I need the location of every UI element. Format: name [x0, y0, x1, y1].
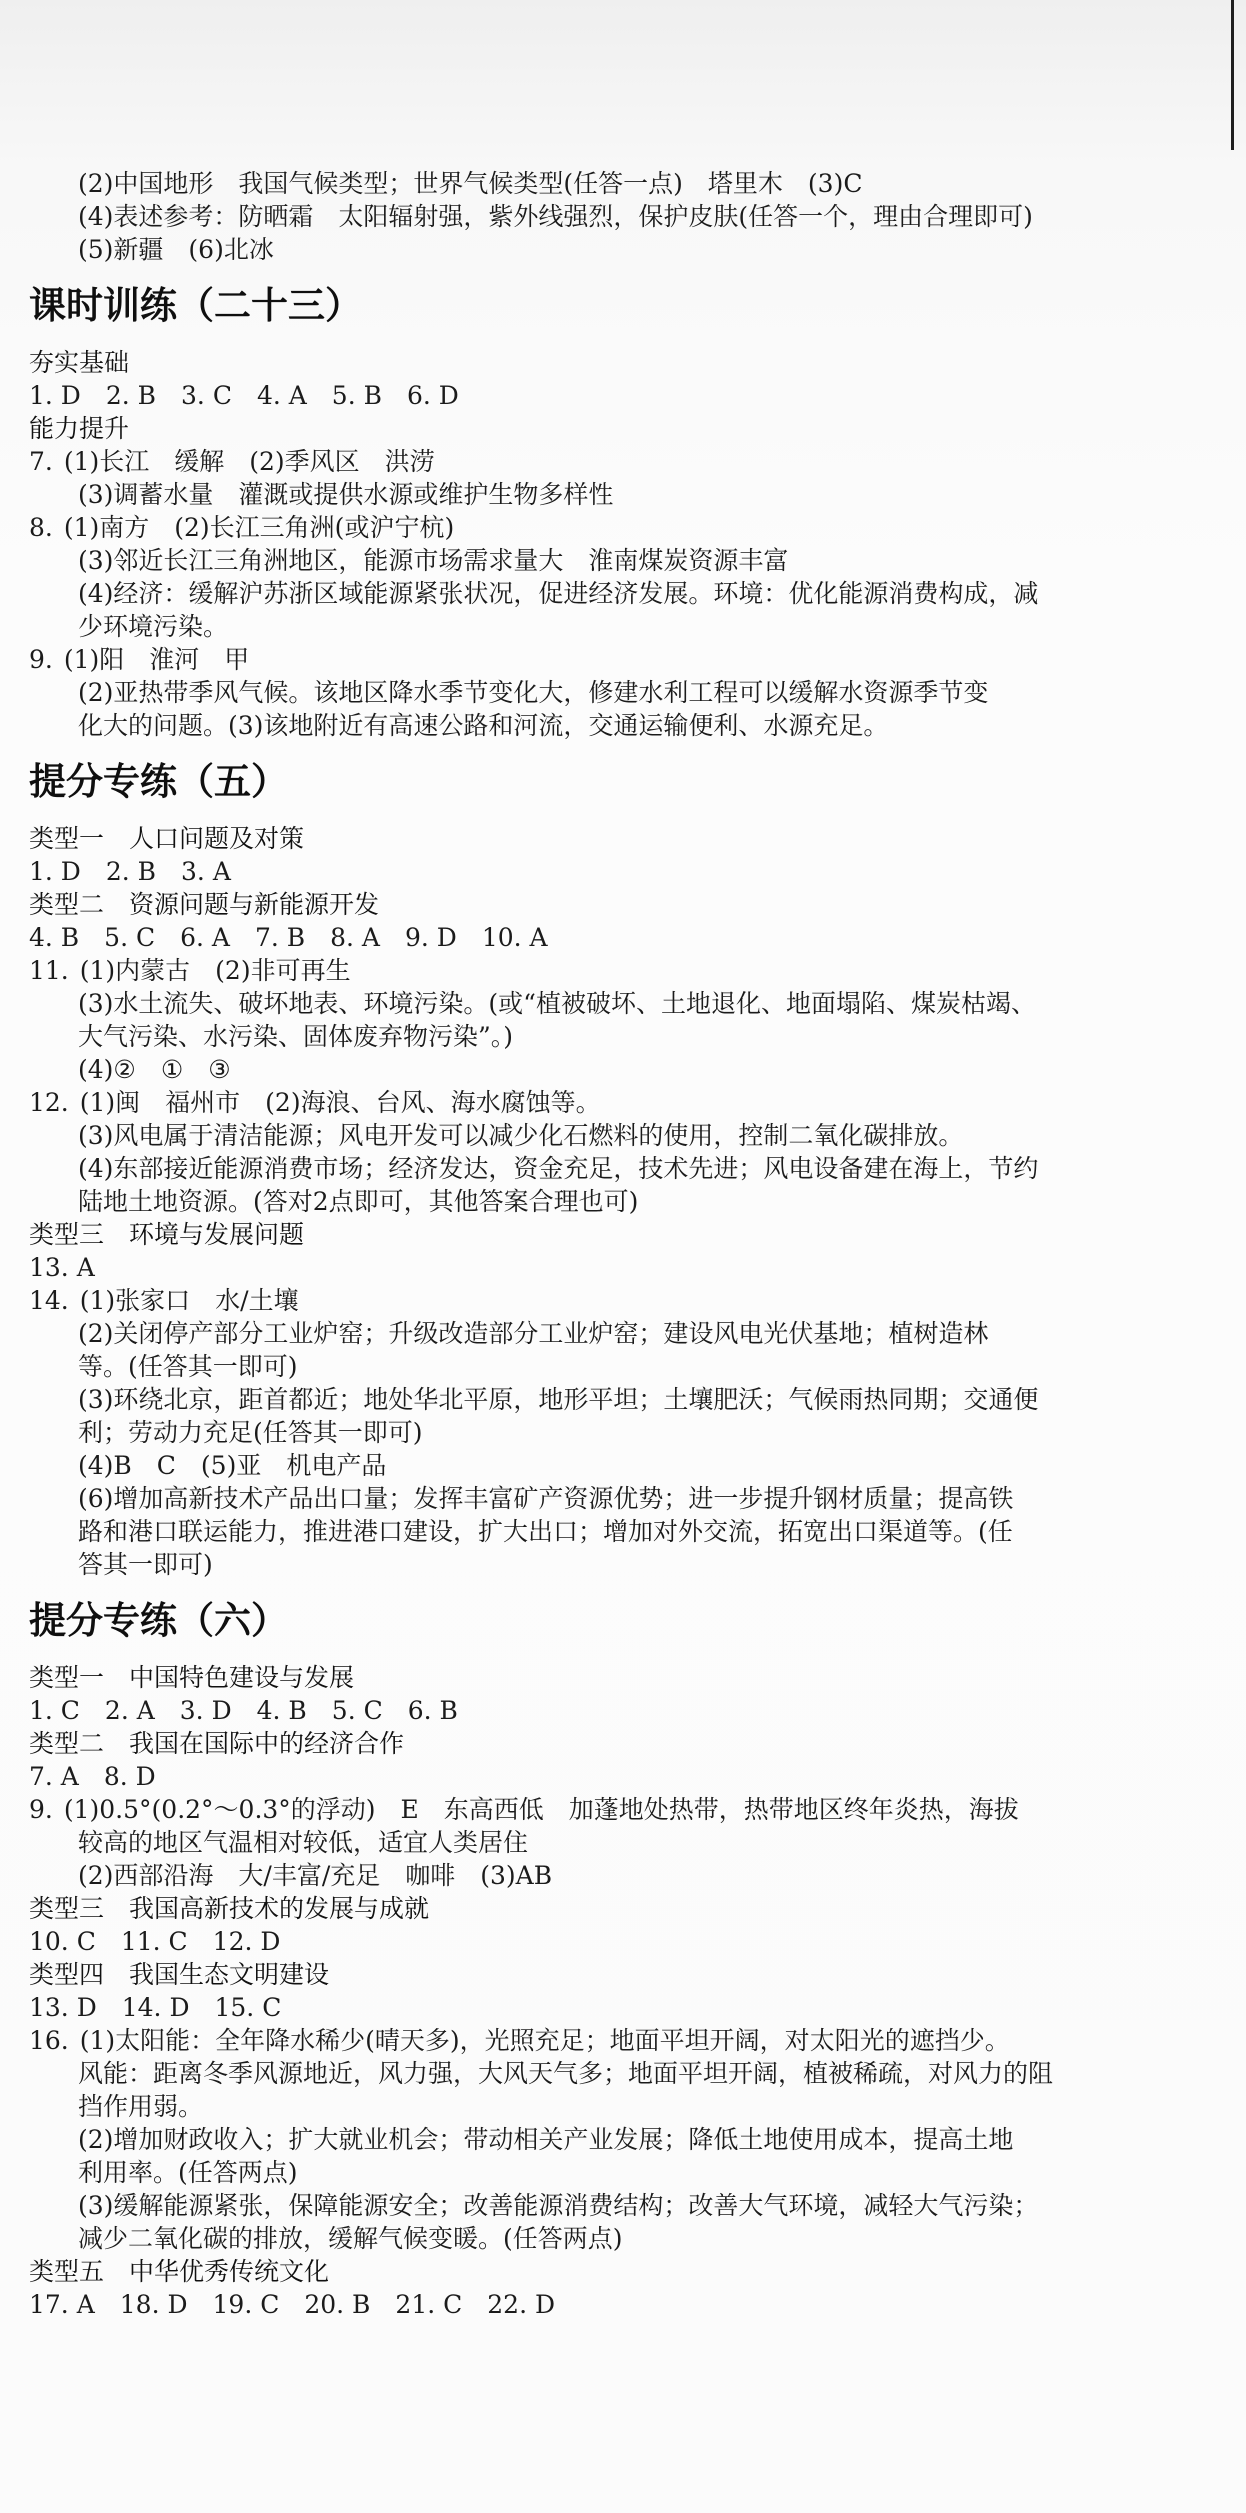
answer-content [0, 167, 1246, 2321]
answer-text: (1)太阳能：全年降水稀少(晴天多)，光照充足；地面平坦开阔，对太阳光的遮挡少。 [79, 2026, 1010, 2055]
answer-text: (1)阳 淮河 甲 [63, 645, 250, 674]
subsection-label: 夯实基础 [29, 348, 130, 377]
answer-line: (4)表述参考：防晒霜 太阳辐射强，紫外线强烈，保护皮肤(任答一个，理由合理即可) [78, 202, 1033, 231]
question-number: 8. [29, 513, 53, 542]
answer-line: (3)水土流失、破坏地表、环境污染。(或“植被破坏、土地退化、地面塌陷、煤炭枯竭、 [78, 989, 1036, 1018]
category-label: 类型四 我国生态文明建设 [29, 1960, 330, 1989]
question-answer [0, 1284, 1246, 1317]
section-heading: 提分专练（五） [29, 760, 288, 803]
answer-key-row: 1. D 2. B 3. C 4. A 5. B 6. D [29, 381, 459, 410]
question-answer [0, 2024, 1246, 2057]
answer-key-row: 4. B 5. C 6. A 7. B 8. A 9. D 10. A [29, 923, 548, 952]
answer-line: (4)② ① ③ [78, 1055, 231, 1084]
answer-key-row: 13. A [29, 1253, 95, 1282]
answer-line: 利用率。(任答两点) [78, 2158, 298, 2187]
answer-key-row: 13. D 14. D 15. C [29, 1993, 282, 2022]
answer-line: 风能：距离冬季风源地近，风力强，大风天气多；地面平坦开阔，植被稀疏，对风力的阻 [78, 2059, 1054, 2088]
answer-line: (3)缓解能源紧张，保障能源安全；改善能源消费结构；改善大气环境，减轻大气污染； [78, 2191, 1039, 2220]
answer-line: (3)调蓄水量 灌溉或提供水源或维护生物多样性 [78, 480, 614, 509]
question-answer [0, 445, 1246, 478]
answer-key-row: 1. C 2. A 3. D 4. B 5. C 6. B [29, 1696, 458, 1725]
answer-line: 较高的地区气温相对较低，适宜人类居住 [78, 1828, 529, 1857]
intro-block [0, 167, 1246, 266]
answer-line: 大气污染、水污染、固体废弃物污染”。) [78, 1022, 514, 1051]
answer-text: (1)0.5°(0.2°～0.3°的浮动) E 东高西低 加蓬地处热带，热带地区终年炎热，海拔 [63, 1795, 1019, 1824]
answer-line: (6)增加高新技术产品出口量；发挥丰富矿产资源优势；进一步提升钢材质量；提高铁 [78, 1484, 1014, 1513]
question-answer [0, 954, 1246, 987]
question-number: 9. [29, 645, 53, 674]
answer-line: 挡作用弱。 [78, 2092, 204, 2121]
category-label: 类型二 资源问题与新能源开发 [29, 890, 380, 919]
answer-line: 化大的问题。(3)该地附近有高速公路和河流，交通运输便利、水源充足。 [78, 711, 889, 740]
answer-key-row: 10. C 11. C 12. D [29, 1927, 281, 1956]
answer-line: 等。(任答其一即可) [78, 1352, 298, 1381]
question-number: 7. [29, 447, 53, 476]
section-lesson-23 [0, 266, 1246, 742]
category-label: 类型五 中华优秀传统文化 [29, 2257, 330, 2286]
page-edge-line [1231, 0, 1234, 150]
answer-line: (4)东部接近能源消费市场；经济发达，资金充足，技术先进；风电设备建在海上，节约 [78, 1154, 1039, 1183]
answer-line: 利；劳动力充足(任答其一即可) [78, 1418, 423, 1447]
category-label: 类型一 中国特色建设与发展 [29, 1663, 355, 1692]
answer-line: (3)邻近长江三角洲地区，能源市场需求量大 淮南煤炭资源丰富 [78, 546, 789, 575]
answer-line: (2)关闭停产部分工业炉窑；升级改造部分工业炉窑；建设风电光伏基地；植树造林 [78, 1319, 989, 1348]
category-label: 类型三 我国高新技术的发展与成就 [29, 1894, 430, 1923]
answer-line: (2)中国地形 我国气候类型；世界气候类型(任答一点) 塔里木 (3)C [78, 169, 863, 198]
section-practice-6 [0, 1581, 1246, 2321]
answer-text: (1)长江 缓解 (2)季风区 洪涝 [63, 447, 435, 476]
question-number: 16. [29, 2026, 69, 2055]
answer-line: (5)新疆 (6)北冰 [78, 235, 274, 264]
answer-line: (4)B C (5)亚 机电产品 [78, 1451, 387, 1480]
category-label: 类型一 人口问题及对策 [29, 824, 305, 853]
answer-line: 少环境污染。 [78, 612, 229, 641]
answer-key-row: 17. A 18. D 19. C 20. B 21. C 22. D [29, 2290, 556, 2319]
answer-line: 陆地土地资源。(答对2点即可，其他答案合理也可) [78, 1187, 639, 1216]
answer-line: (3)风电属于清洁能源；风电开发可以减少化石燃料的使用，控制二氧化碳排放。 [78, 1121, 964, 1150]
question-answer [0, 643, 1246, 676]
answer-text: (1)南方 (2)长江三角洲(或沪宁杭) [63, 513, 455, 542]
question-number: 11. [29, 956, 69, 985]
answer-line: (3)环绕北京，距首都近；地处华北平原，地形平坦；土壤肥沃；气候雨热同期；交通便 [78, 1385, 1039, 1414]
answer-line: (2)西部沿海 大/丰富/充足 咖啡 (3)AB [78, 1861, 553, 1890]
answer-text: (1)闽 福州市 (2)海浪、台风、海水腐蚀等。 [79, 1088, 601, 1117]
answer-key-row: 1. D 2. B 3. A [29, 857, 231, 886]
question-answer [0, 1793, 1246, 1826]
answer-text: (1)张家口 水/土壤 [79, 1286, 299, 1315]
question-number: 12. [29, 1088, 69, 1117]
answer-key-row: 7. A 8. D [29, 1762, 156, 1791]
answer-text: (1)内蒙古 (2)非可再生 [79, 956, 351, 985]
answer-line: (2)增加财政收入；扩大就业机会；带动相关产业发展；降低土地使用成本，提高土地 [78, 2125, 1014, 2154]
answer-line: 减少二氧化碳的排放，缓解气候变暖。(任答两点) [78, 2224, 623, 2253]
section-heading: 课时训练（二十三） [29, 284, 362, 327]
section-heading: 提分专练（六） [29, 1599, 288, 1642]
question-answer [0, 1086, 1246, 1119]
subsection-label: 能力提升 [29, 414, 130, 443]
question-answer [0, 511, 1246, 544]
answer-line: (4)经济：缓解沪苏浙区域能源紧张状况，促进经济发展。环境：优化能源消费构成，减 [78, 579, 1039, 608]
question-number: 14. [29, 1286, 69, 1315]
category-label: 类型二 我国在国际中的经济合作 [29, 1729, 405, 1758]
answer-line: (2)亚热带季风气候。该地区降水季节变化大，修建水利工程可以缓解水资源季节变 [78, 678, 989, 707]
category-label: 类型三 环境与发展问题 [29, 1220, 305, 1249]
answer-line: 路和港口联运能力，推进港口建设，扩大出口；增加对外交流，拓宽出口渠道等。(任 [78, 1517, 1013, 1546]
question-number: 9. [29, 1795, 53, 1824]
section-practice-5 [0, 742, 1246, 1581]
answer-line: 答其一即可) [78, 1550, 213, 1579]
